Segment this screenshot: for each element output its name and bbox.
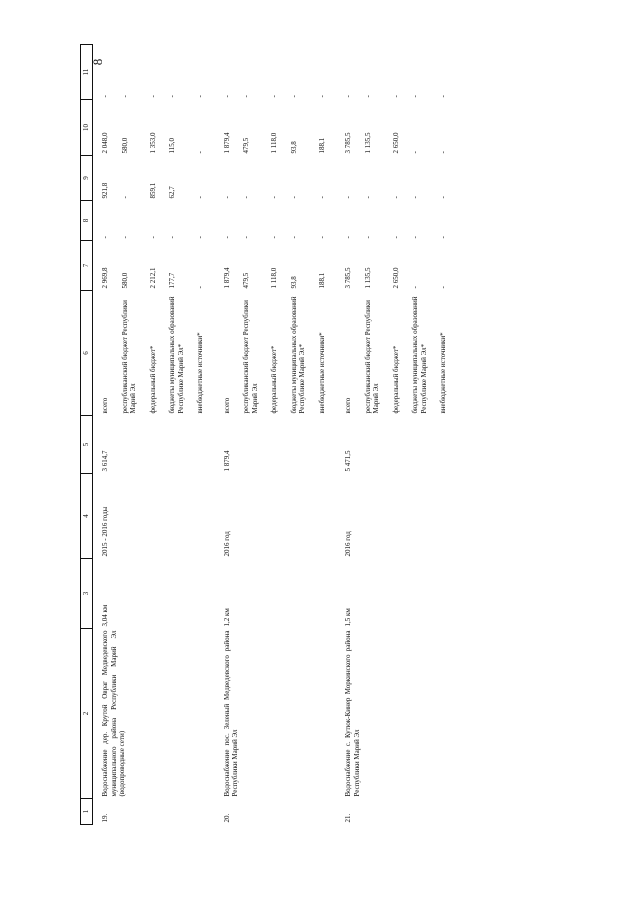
funding-source: всего	[101, 397, 109, 414]
amount-col8: -	[120, 236, 129, 239]
amount-col10: 115,0	[168, 138, 176, 154]
amount-col9: -	[289, 196, 298, 199]
amount-col8: -	[317, 236, 326, 239]
amount-col9: -	[120, 196, 129, 199]
amount-col7: 1 879,4	[222, 267, 231, 289]
amount-col11: -	[101, 95, 109, 98]
col-header: 10	[81, 100, 93, 156]
funding-source: республиканский бюджет Республики Марий Эл	[363, 300, 380, 414]
funding-source: бюджеты муниципальных образований Республике Марий Эл*	[411, 296, 428, 414]
header-row	[81, 45, 93, 825]
object-period: 2015 - 2016 годы	[101, 506, 109, 557]
table-row	[93, 45, 120, 825]
amount-col11: -	[344, 95, 352, 98]
page-number: 8	[90, 58, 105, 66]
amount-col7: 188,1	[317, 272, 326, 289]
col-header: 7	[81, 241, 93, 291]
amount-col7: 93,8	[289, 276, 298, 289]
amount-col8: -	[242, 236, 250, 239]
amount-col9: -	[439, 196, 447, 199]
amount-col11: -	[411, 95, 419, 98]
row-number: 19.	[101, 813, 109, 823]
amount-col11: -	[317, 95, 326, 98]
object-period: 2016 год	[222, 531, 231, 557]
amount-col8: -	[391, 236, 400, 239]
amount-col8: -	[270, 236, 278, 239]
amount-col7: 580,0	[120, 272, 129, 289]
object-total: 1 879,4	[222, 450, 231, 472]
amount-col8: -	[168, 236, 176, 239]
col-header: 5	[81, 416, 93, 474]
amount-col10: 580,0	[120, 137, 129, 154]
funding-source: внебюджетные источники*	[439, 332, 447, 414]
funding-source: внебюджетные источники*	[196, 332, 204, 414]
amount-col8: -	[222, 236, 231, 239]
amount-col8: -	[101, 236, 109, 239]
amount-col9: -	[270, 196, 278, 199]
col-header: 2	[81, 629, 93, 799]
row-number: 21.	[344, 813, 352, 823]
amount-col9: 62,7	[168, 186, 176, 199]
funding-source: федеральный бюджет*	[148, 345, 157, 414]
amount-col9: 859,1	[148, 182, 157, 199]
amount-col8: -	[344, 236, 352, 239]
funding-source: федеральный бюджет*	[270, 345, 278, 414]
amount-col10: 1 879,4	[222, 132, 231, 154]
col-header: 8	[81, 201, 93, 241]
amount-col8: -	[439, 236, 447, 239]
col-header: 1	[81, 799, 93, 825]
amount-col7: 177,7	[168, 272, 176, 289]
amount-col10: -	[196, 151, 204, 154]
amount-col9: -	[344, 196, 352, 199]
object-name: Водоснабжение пос. Зеленый Медведевского района Республики Марий Эл	[222, 630, 239, 797]
funding-source: республиканский бюджет Республики Марий Эл	[242, 300, 259, 414]
col-header: 6	[81, 291, 93, 416]
amount-col7: -	[196, 286, 204, 289]
amount-col11: -	[196, 95, 204, 98]
program-table	[80, 44, 458, 825]
funding-source: бюджеты муниципальных образований Республике Марий Эл*	[289, 296, 306, 414]
object-total: 5 471,5	[344, 450, 352, 472]
col-header: 3	[81, 559, 93, 629]
amount-col8: -	[363, 236, 372, 239]
object-total: 3 614,7	[101, 450, 109, 472]
col-header: 4	[81, 474, 93, 559]
object-length: 3,04 км	[101, 604, 109, 627]
amount-col10: 1 135,5	[363, 132, 372, 154]
funding-source: всего	[222, 397, 231, 414]
amount-col11: -	[289, 95, 298, 98]
amount-col11: -	[270, 95, 278, 98]
amount-col10: 479,5	[242, 137, 250, 154]
amount-col9: -	[411, 196, 419, 199]
amount-col7: 1 135,5	[363, 267, 372, 289]
amount-col10: 2 650,0	[391, 132, 400, 154]
amount-col7: 3 785,5	[344, 267, 352, 289]
funding-source: федеральный бюджет*	[391, 345, 400, 414]
amount-col10: 1 118,0	[270, 132, 278, 154]
row-number: 20.	[222, 813, 231, 823]
amount-col7: -	[411, 286, 419, 289]
amount-col11: -	[391, 95, 400, 98]
object-length: 1,5 км	[344, 608, 352, 627]
amount-col7: 2 650,0	[391, 267, 400, 289]
table-row	[215, 45, 242, 825]
funding-source: всего	[344, 397, 352, 414]
amount-col8: -	[411, 236, 419, 239]
amount-col10: 3 785,5	[344, 132, 352, 154]
funding-source: бюджеты муниципальных образований Республике Марий Эл*	[168, 296, 185, 414]
amount-col9: -	[222, 196, 231, 199]
amount-col10: 93,8	[289, 141, 298, 154]
amount-col8: -	[148, 236, 157, 239]
object-name: Водоснабжение дер. Крутой Овраг Медведевского муниципального района Республики Марий Эл (водопроводные сети)	[101, 630, 126, 797]
rotated-table-page	[80, 45, 615, 825]
amount-col9: -	[363, 196, 372, 199]
amount-col11: -	[222, 95, 231, 98]
amount-col11: -	[439, 95, 447, 98]
amount-col11: -	[148, 95, 157, 98]
amount-col7: -	[439, 286, 447, 289]
amount-col8: -	[196, 236, 204, 239]
amount-col11: -	[168, 95, 176, 98]
col-header: 9	[81, 156, 93, 201]
object-length: 1,2 км	[222, 608, 231, 627]
funding-source: внебюджетные источники*	[317, 332, 326, 414]
amount-col10: -	[411, 151, 419, 154]
amount-col9: -	[242, 196, 250, 199]
amount-col7: 1 118,0	[270, 267, 278, 289]
amount-col10: -	[439, 151, 447, 154]
amount-col9: -	[196, 196, 204, 199]
amount-col8: -	[289, 236, 298, 239]
amount-col10: 2 048,0	[101, 132, 109, 154]
table-row	[336, 45, 363, 825]
funding-source: республиканский бюджет Республики Марий Эл	[120, 300, 137, 414]
object-name: Водоснабжение с. Кутюк-Кинер Моркинского района Республики Марий Эл	[344, 630, 361, 797]
object-period: 2016 год	[344, 531, 352, 557]
col-header: 11	[81, 45, 93, 100]
amount-col7: 2 212,1	[148, 267, 157, 289]
amount-col7: 2 969,8	[101, 267, 109, 289]
amount-col10: 188,1	[317, 137, 326, 154]
amount-col9: -	[317, 196, 326, 199]
amount-col9: 921,8	[101, 182, 109, 199]
amount-col11: -	[363, 95, 372, 98]
amount-col9: -	[391, 196, 400, 199]
amount-col7: 479,5	[242, 272, 250, 289]
amount-col10: 1 353,0	[148, 132, 157, 154]
amount-col11: -	[120, 95, 129, 98]
amount-col11: -	[242, 95, 250, 98]
